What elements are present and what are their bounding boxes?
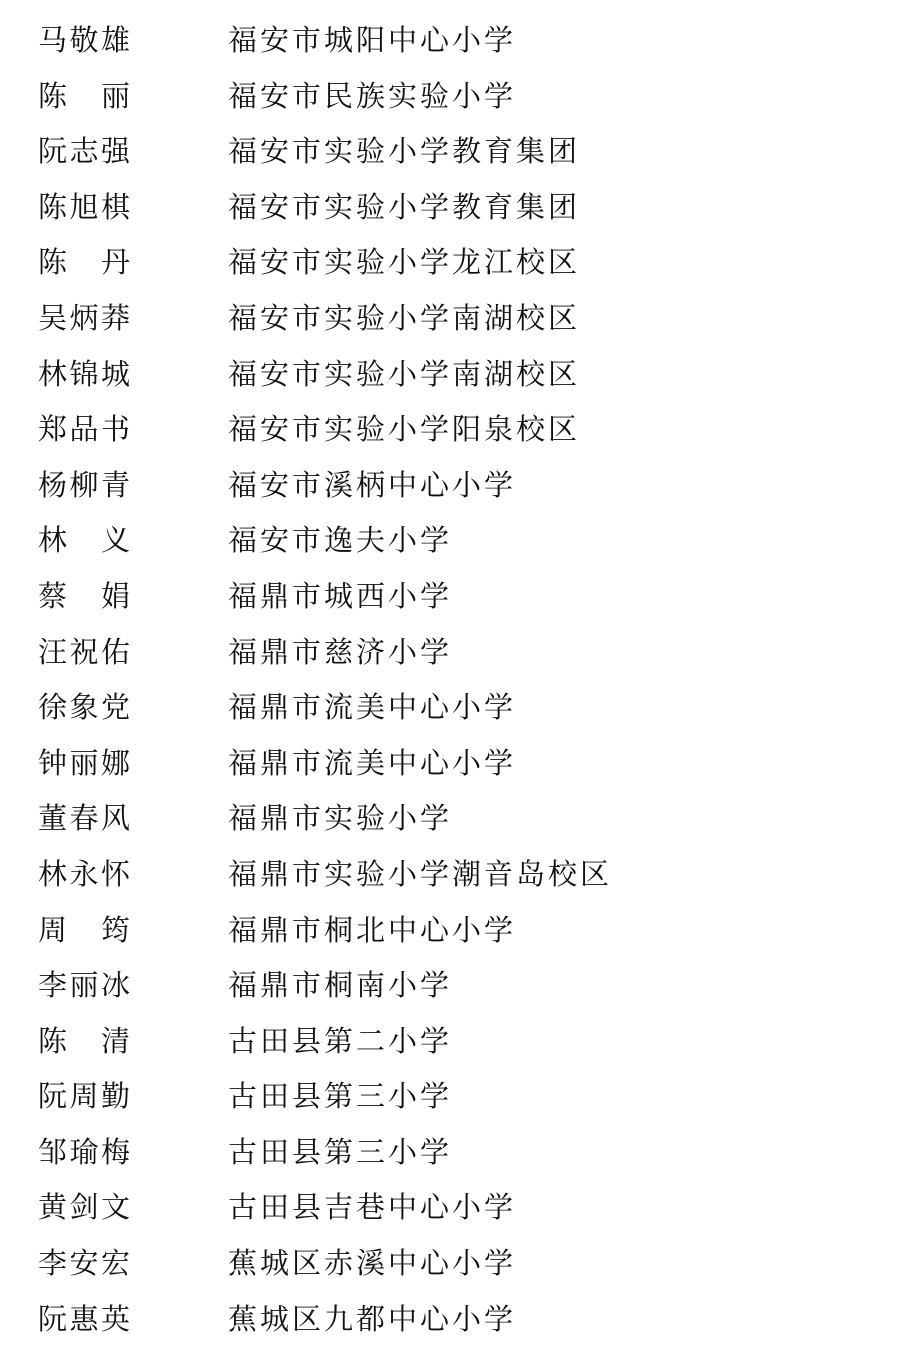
school-name: 蕉城区赤溪中心小学 <box>228 1246 517 1281</box>
list-item <box>0 847 900 903</box>
school-name: 福鼎市实验小学潮音岛校区 <box>228 856 613 891</box>
person-name: 陈 丽 <box>38 78 130 113</box>
school-name: 福安市实验小学南湖校区 <box>228 356 581 391</box>
list-item <box>0 291 900 347</box>
list-item <box>0 958 900 1014</box>
list-item <box>0 903 900 959</box>
list-item <box>0 513 900 569</box>
person-name: 汪 祝 佑 <box>38 634 130 669</box>
list-item <box>0 1292 900 1348</box>
school-name: 福安市民族实验小学 <box>228 78 517 113</box>
school-name: 福安市实验小学阳泉校区 <box>228 412 581 447</box>
school-name: 福安市实验小学南湖校区 <box>228 300 581 335</box>
school-name: 福安市实验小学教育集团 <box>228 189 581 224</box>
list-item <box>0 402 900 458</box>
list-item <box>0 569 900 625</box>
person-name: 杨 柳 青 <box>38 467 130 502</box>
list-item <box>0 347 900 403</box>
list-item <box>0 791 900 847</box>
school-name: 福鼎市城西小学 <box>228 578 453 613</box>
school-name: 福鼎市桐北中心小学 <box>228 912 517 947</box>
school-name: 古田县第三小学 <box>228 1134 453 1169</box>
person-name: 周 筠 <box>38 912 130 947</box>
person-name: 蔡 娟 <box>38 578 130 613</box>
person-name: 陈 丹 <box>38 245 130 280</box>
list-item <box>0 1236 900 1292</box>
person-name: 林 义 <box>38 523 130 558</box>
person-name: 董 春 风 <box>38 801 130 836</box>
list-item <box>0 680 900 736</box>
list-item <box>0 1180 900 1236</box>
person-name: 陈 清 <box>38 1023 130 1058</box>
person-name: 吴 炳 莽 <box>38 300 130 335</box>
person-name: 阮 周 勤 <box>38 1079 130 1114</box>
person-name: 阮 惠 英 <box>38 1301 130 1336</box>
school-name: 福鼎市慈济小学 <box>228 634 453 669</box>
list-item <box>0 235 900 291</box>
list-item <box>0 736 900 792</box>
list-item <box>0 1125 900 1181</box>
school-name: 古田县第二小学 <box>228 1023 453 1058</box>
person-name: 黄 剑 文 <box>38 1190 130 1225</box>
person-name: 李 丽 冰 <box>38 968 130 1003</box>
school-name: 福安市实验小学龙江校区 <box>228 245 581 280</box>
person-name: 李 安 宏 <box>38 1246 130 1281</box>
school-name: 福鼎市桐南小学 <box>228 968 453 1003</box>
school-name: 福鼎市流美中心小学 <box>228 690 517 725</box>
person-name: 阮 志 强 <box>38 134 130 169</box>
list-item <box>0 124 900 180</box>
school-name: 福鼎市流美中心小学 <box>228 745 517 780</box>
person-name: 钟 丽 娜 <box>38 745 130 780</box>
list-item <box>0 1014 900 1070</box>
school-name: 蕉城区九都中心小学 <box>228 1301 517 1336</box>
list-item <box>0 1069 900 1125</box>
person-name: 郑 品 书 <box>38 412 130 447</box>
school-name: 福安市逸夫小学 <box>228 523 453 558</box>
school-name: 福安市实验小学教育集团 <box>228 134 581 169</box>
person-name: 邹 瑜 梅 <box>38 1134 130 1169</box>
person-name: 马 敬 雄 <box>38 23 130 57</box>
person-name: 陈 旭 棋 <box>38 189 130 224</box>
person-name: 林 锦 城 <box>38 356 130 391</box>
school-name: 福安市溪柄中心小学 <box>228 467 517 502</box>
person-name: 徐 象 党 <box>38 690 130 725</box>
list-item <box>0 458 900 514</box>
roster-list <box>0 13 900 1347</box>
school-name: 古田县第三小学 <box>228 1079 453 1114</box>
list-item <box>0 180 900 236</box>
school-name: 福鼎市实验小学 <box>228 801 453 836</box>
list-item <box>0 625 900 681</box>
person-name: 林 永 怀 <box>38 856 130 891</box>
list-item <box>0 69 900 125</box>
school-name: 福安市城阳中心小学 <box>228 23 517 57</box>
school-name: 古田县吉巷中心小学 <box>228 1190 517 1225</box>
list-item <box>0 13 900 69</box>
